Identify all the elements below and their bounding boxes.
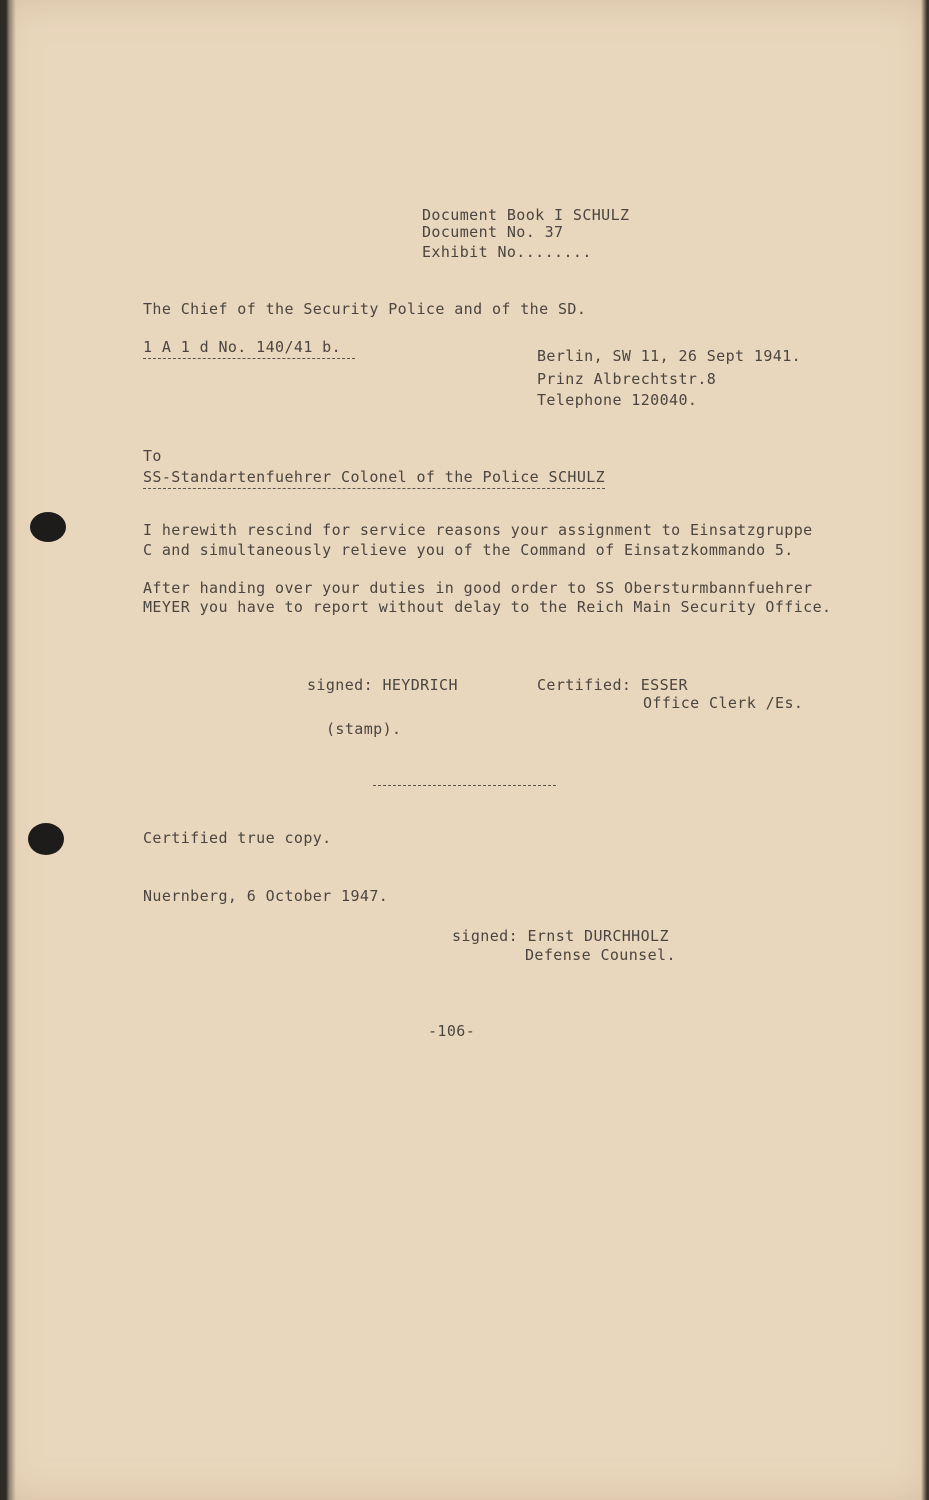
certified-esser: Certified: ESSER [537,676,688,694]
certified-true-copy: Certified true copy. [143,829,332,847]
paper-right-edge [921,0,929,1500]
sender-line: The Chief of the Security Police and of the SD. [143,300,587,318]
recipient-to: To [143,447,162,465]
reference-number: 1 A 1 d No. 140/41 b. [143,338,355,359]
body-paragraph-1-line-2: C and simultaneously relieve you of the Command of Einsatzkommando 5. [143,541,794,559]
punch-hole-top [30,512,66,542]
separator-rule [373,785,556,786]
address-city-date: Berlin, SW 11, 26 Sept 1941. [537,347,802,365]
body-paragraph-1-line-1: I herewith rescind for service reasons your assignment to Einsatzgruppe [143,521,813,539]
defense-counsel-title: Defense Counsel. [525,946,676,964]
signed-heydrich: signed: HEYDRICH [307,676,458,694]
document-number-line: Document No. 37 [422,223,564,241]
office-clerk-title: Office Clerk /Es. [643,694,804,712]
body-paragraph-2-line-2: MEYER you have to report without delay to the Reich Main Security Office. [143,598,832,616]
stamp-note: (stamp). [326,720,402,738]
recipient-name: SS-Standartenfuehrer Colonel of the Police SCHULZ [143,468,605,489]
body-paragraph-2-line-1: After handing over your duties in good order to SS Obersturmbannfuehrer [143,579,813,597]
punch-hole-bottom [28,823,64,855]
signed-durchholz: signed: Ernst DURCHHOLZ [452,927,669,945]
address-street: Prinz Albrechtstr.8 [537,370,717,388]
document-book-line: Document Book I SCHULZ [422,206,630,224]
address-telephone: Telephone 120040. [537,391,698,409]
paper-left-edge [0,0,16,1500]
exhibit-number-line: Exhibit No........ [422,243,592,261]
place-and-date: Nuernberg, 6 October 1947. [143,887,389,905]
page-number: -106- [428,1022,476,1040]
